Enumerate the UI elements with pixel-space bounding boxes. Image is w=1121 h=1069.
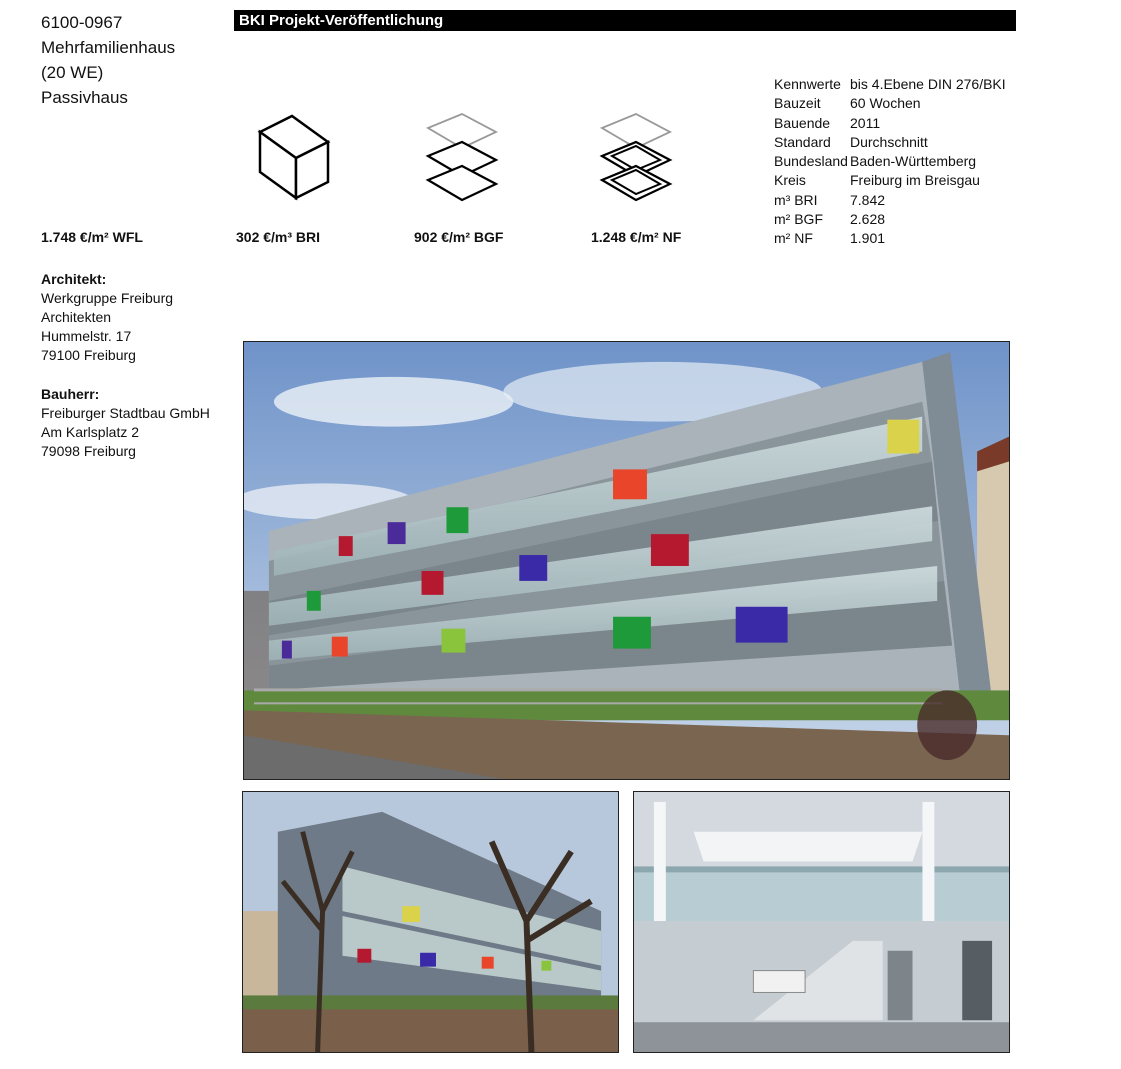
publication-header-bar	[234, 10, 1016, 31]
architect-name-suffix: Architekten	[41, 309, 112, 325]
client-name: Freiburger Stadtbau GmbH	[41, 405, 210, 421]
publication-header-title: BKI Projekt-Veröffentlichung	[239, 12, 444, 29]
client-block	[41, 385, 231, 461]
cost-per-wfl: 1.748 €/m² WFL	[41, 229, 143, 245]
project-id: 6100-0967	[41, 13, 123, 32]
floor-stack-icon	[424, 112, 502, 202]
kv-row: Bauende 2011	[774, 114, 881, 131]
architect-heading: Architekt:	[41, 271, 107, 287]
project-type: Mehrfamilienhaus	[41, 38, 176, 57]
architect-block	[41, 270, 231, 365]
kv-row: Standard Durchschnitt	[774, 133, 928, 150]
project-standard: Passivhaus	[41, 88, 128, 107]
client-heading: Bauherr:	[41, 386, 100, 402]
kv-row: Kennwerte bis 4.Ebene DIN 276/BKI	[774, 76, 1006, 92]
building-entrance-photo	[633, 791, 1010, 1053]
architect-city: 79100 Freiburg	[41, 347, 136, 363]
kv-row: m³ BRI 7.842	[774, 191, 886, 208]
kv-row: m² NF 1.901	[774, 230, 886, 247]
client-city: 79098 Freiburg	[41, 443, 136, 459]
building-street-photo	[242, 791, 619, 1053]
kv-row: Bauzeit 60 Wochen	[774, 95, 921, 112]
architect-street: Hummelstr. 17	[41, 328, 132, 344]
kv-row: Bundesland Baden-Württemberg	[774, 153, 977, 170]
building-main-photo	[243, 341, 1010, 780]
kv-row: Kreis Freiburg im Breisgau	[774, 172, 980, 189]
cost-per-bri: 302 €/m³ BRI	[236, 229, 321, 245]
cube-icon	[252, 112, 332, 202]
client-street: Am Karlsplatz 2	[41, 424, 140, 440]
architect-name: Werkgruppe Freiburg	[41, 290, 174, 306]
cost-per-nf: 1.248 €/m² NF	[591, 229, 682, 245]
project-units: (20 WE)	[41, 63, 104, 82]
cost-per-bgf: 902 €/m² BGF	[414, 229, 504, 245]
kv-row: m² BGF 2.628	[774, 211, 886, 228]
floor-plan-stack-icon	[598, 112, 676, 202]
project-key-figures-table	[774, 75, 1006, 249]
project-title-block	[41, 10, 231, 110]
